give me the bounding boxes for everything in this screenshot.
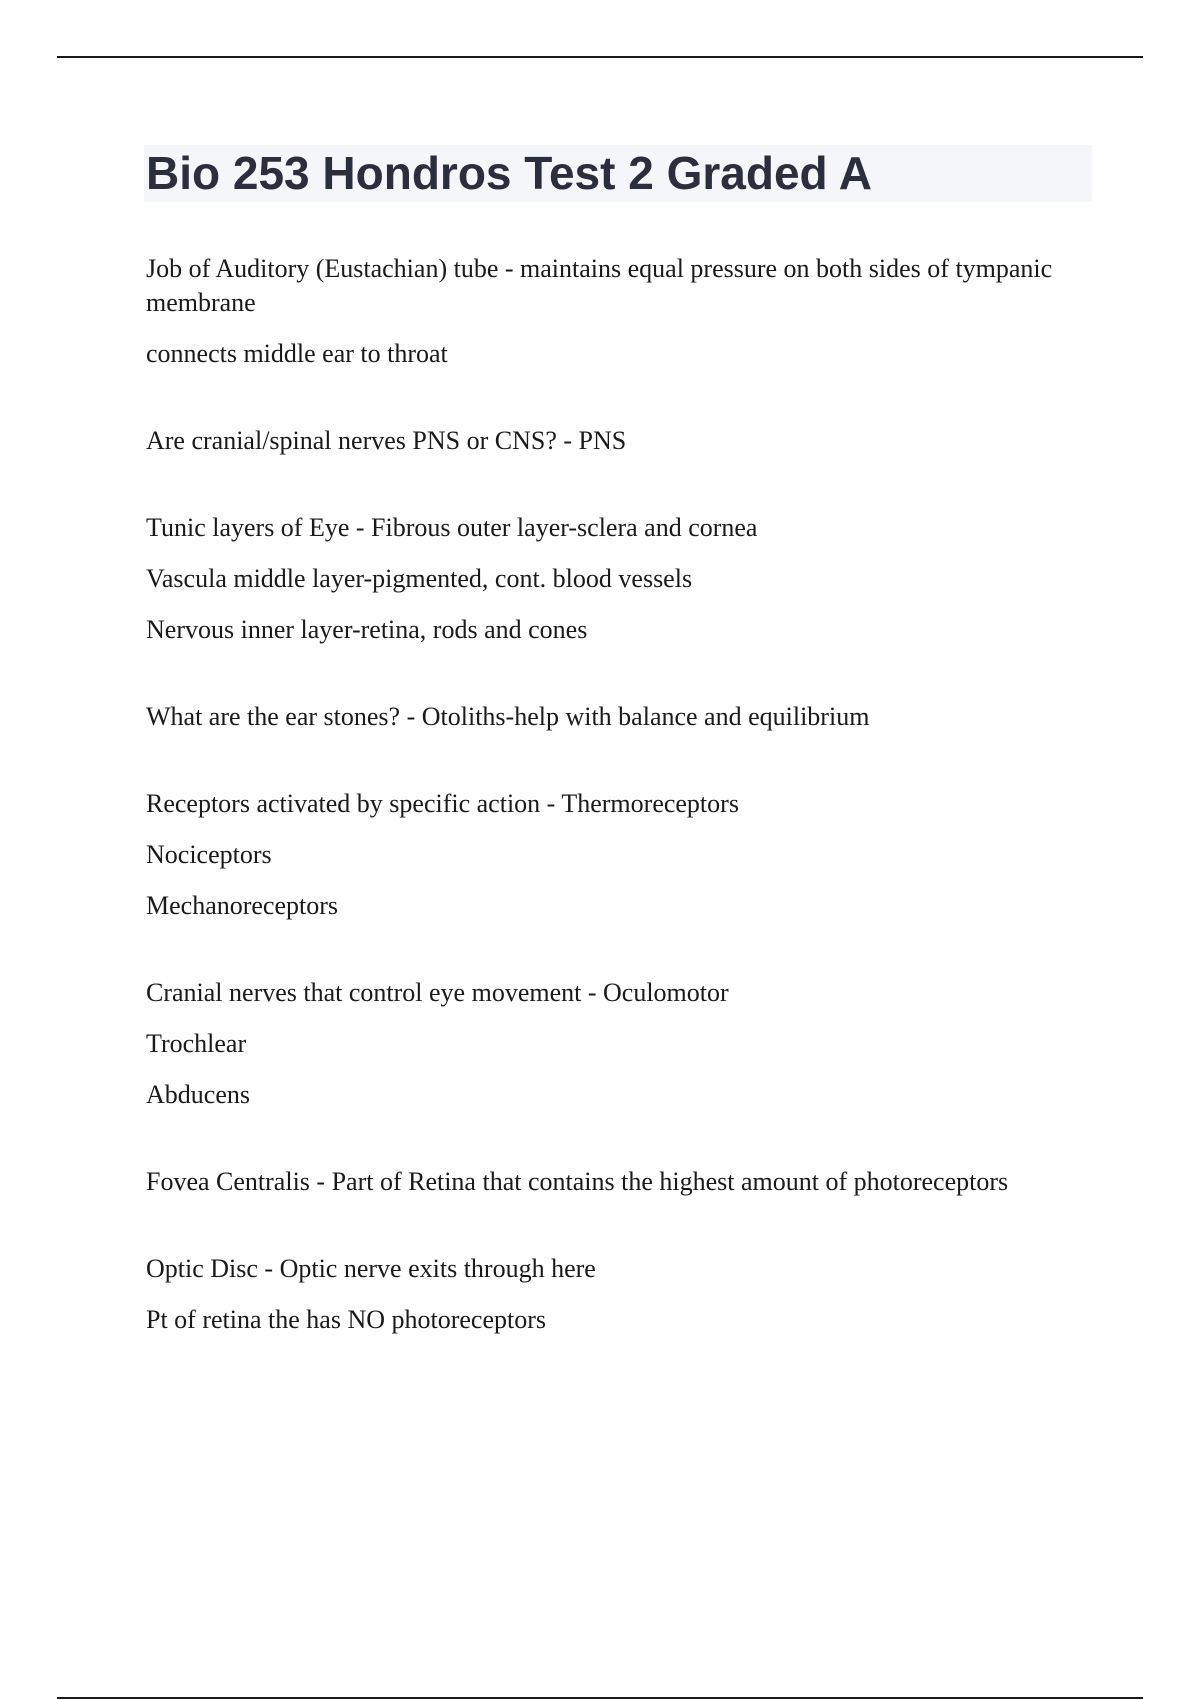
top-divider	[57, 56, 1143, 58]
flashcard-entry-2	[146, 423, 1096, 458]
entry-line: Trochlear	[146, 1029, 247, 1058]
flashcard-entry-1	[146, 252, 1096, 371]
entry-line: Mechanoreceptors	[146, 891, 339, 920]
entry-line: Job of Auditory (Eustachian) tube - maintains equal pressure on both sides of tympanic membrane	[146, 254, 1053, 317]
flashcard-entry-5	[146, 786, 1096, 923]
entry-line: Nociceptors	[146, 840, 272, 869]
document-title: Bio 253 Hondros Test 2 Graded A	[146, 147, 872, 199]
entry-line: Nervous inner layer-retina, rods and cones	[146, 615, 588, 644]
entry-line: Cranial nerves that control eye movement - Oculomotor	[146, 978, 729, 1007]
entry-line: Are cranial/spinal nerves PNS or CNS? - PNS	[146, 426, 627, 455]
entry-line: connects middle ear to throat	[146, 339, 448, 368]
entry-line: Fovea Centralis - Part of Retina that contains the highest amount of photoreceptors	[146, 1167, 1009, 1196]
flashcard-list	[146, 252, 1096, 1389]
flashcard-entry-6	[146, 975, 1096, 1112]
entry-line: Receptors activated by specific action - Thermoreceptors	[146, 789, 739, 818]
entry-line: Tunic layers of Eye - Fibrous outer layer-sclera and cornea	[146, 513, 758, 542]
entry-line: Abducens	[146, 1080, 250, 1109]
entry-line: What are the ear stones? - Otoliths-help with balance and equilibrium	[146, 702, 870, 731]
entry-line: Pt of retina the has NO photoreceptors	[146, 1305, 547, 1334]
entry-line: Vascula middle layer-pigmented, cont. blood vessels	[146, 564, 693, 593]
flashcard-entry-7	[146, 1164, 1096, 1199]
entry-line: Optic Disc - Optic nerve exits through here	[146, 1254, 596, 1283]
flashcard-entry-8	[146, 1251, 1096, 1337]
bottom-divider	[57, 1697, 1143, 1699]
flashcard-entry-4	[146, 699, 1096, 734]
flashcard-entry-3	[146, 510, 1096, 647]
